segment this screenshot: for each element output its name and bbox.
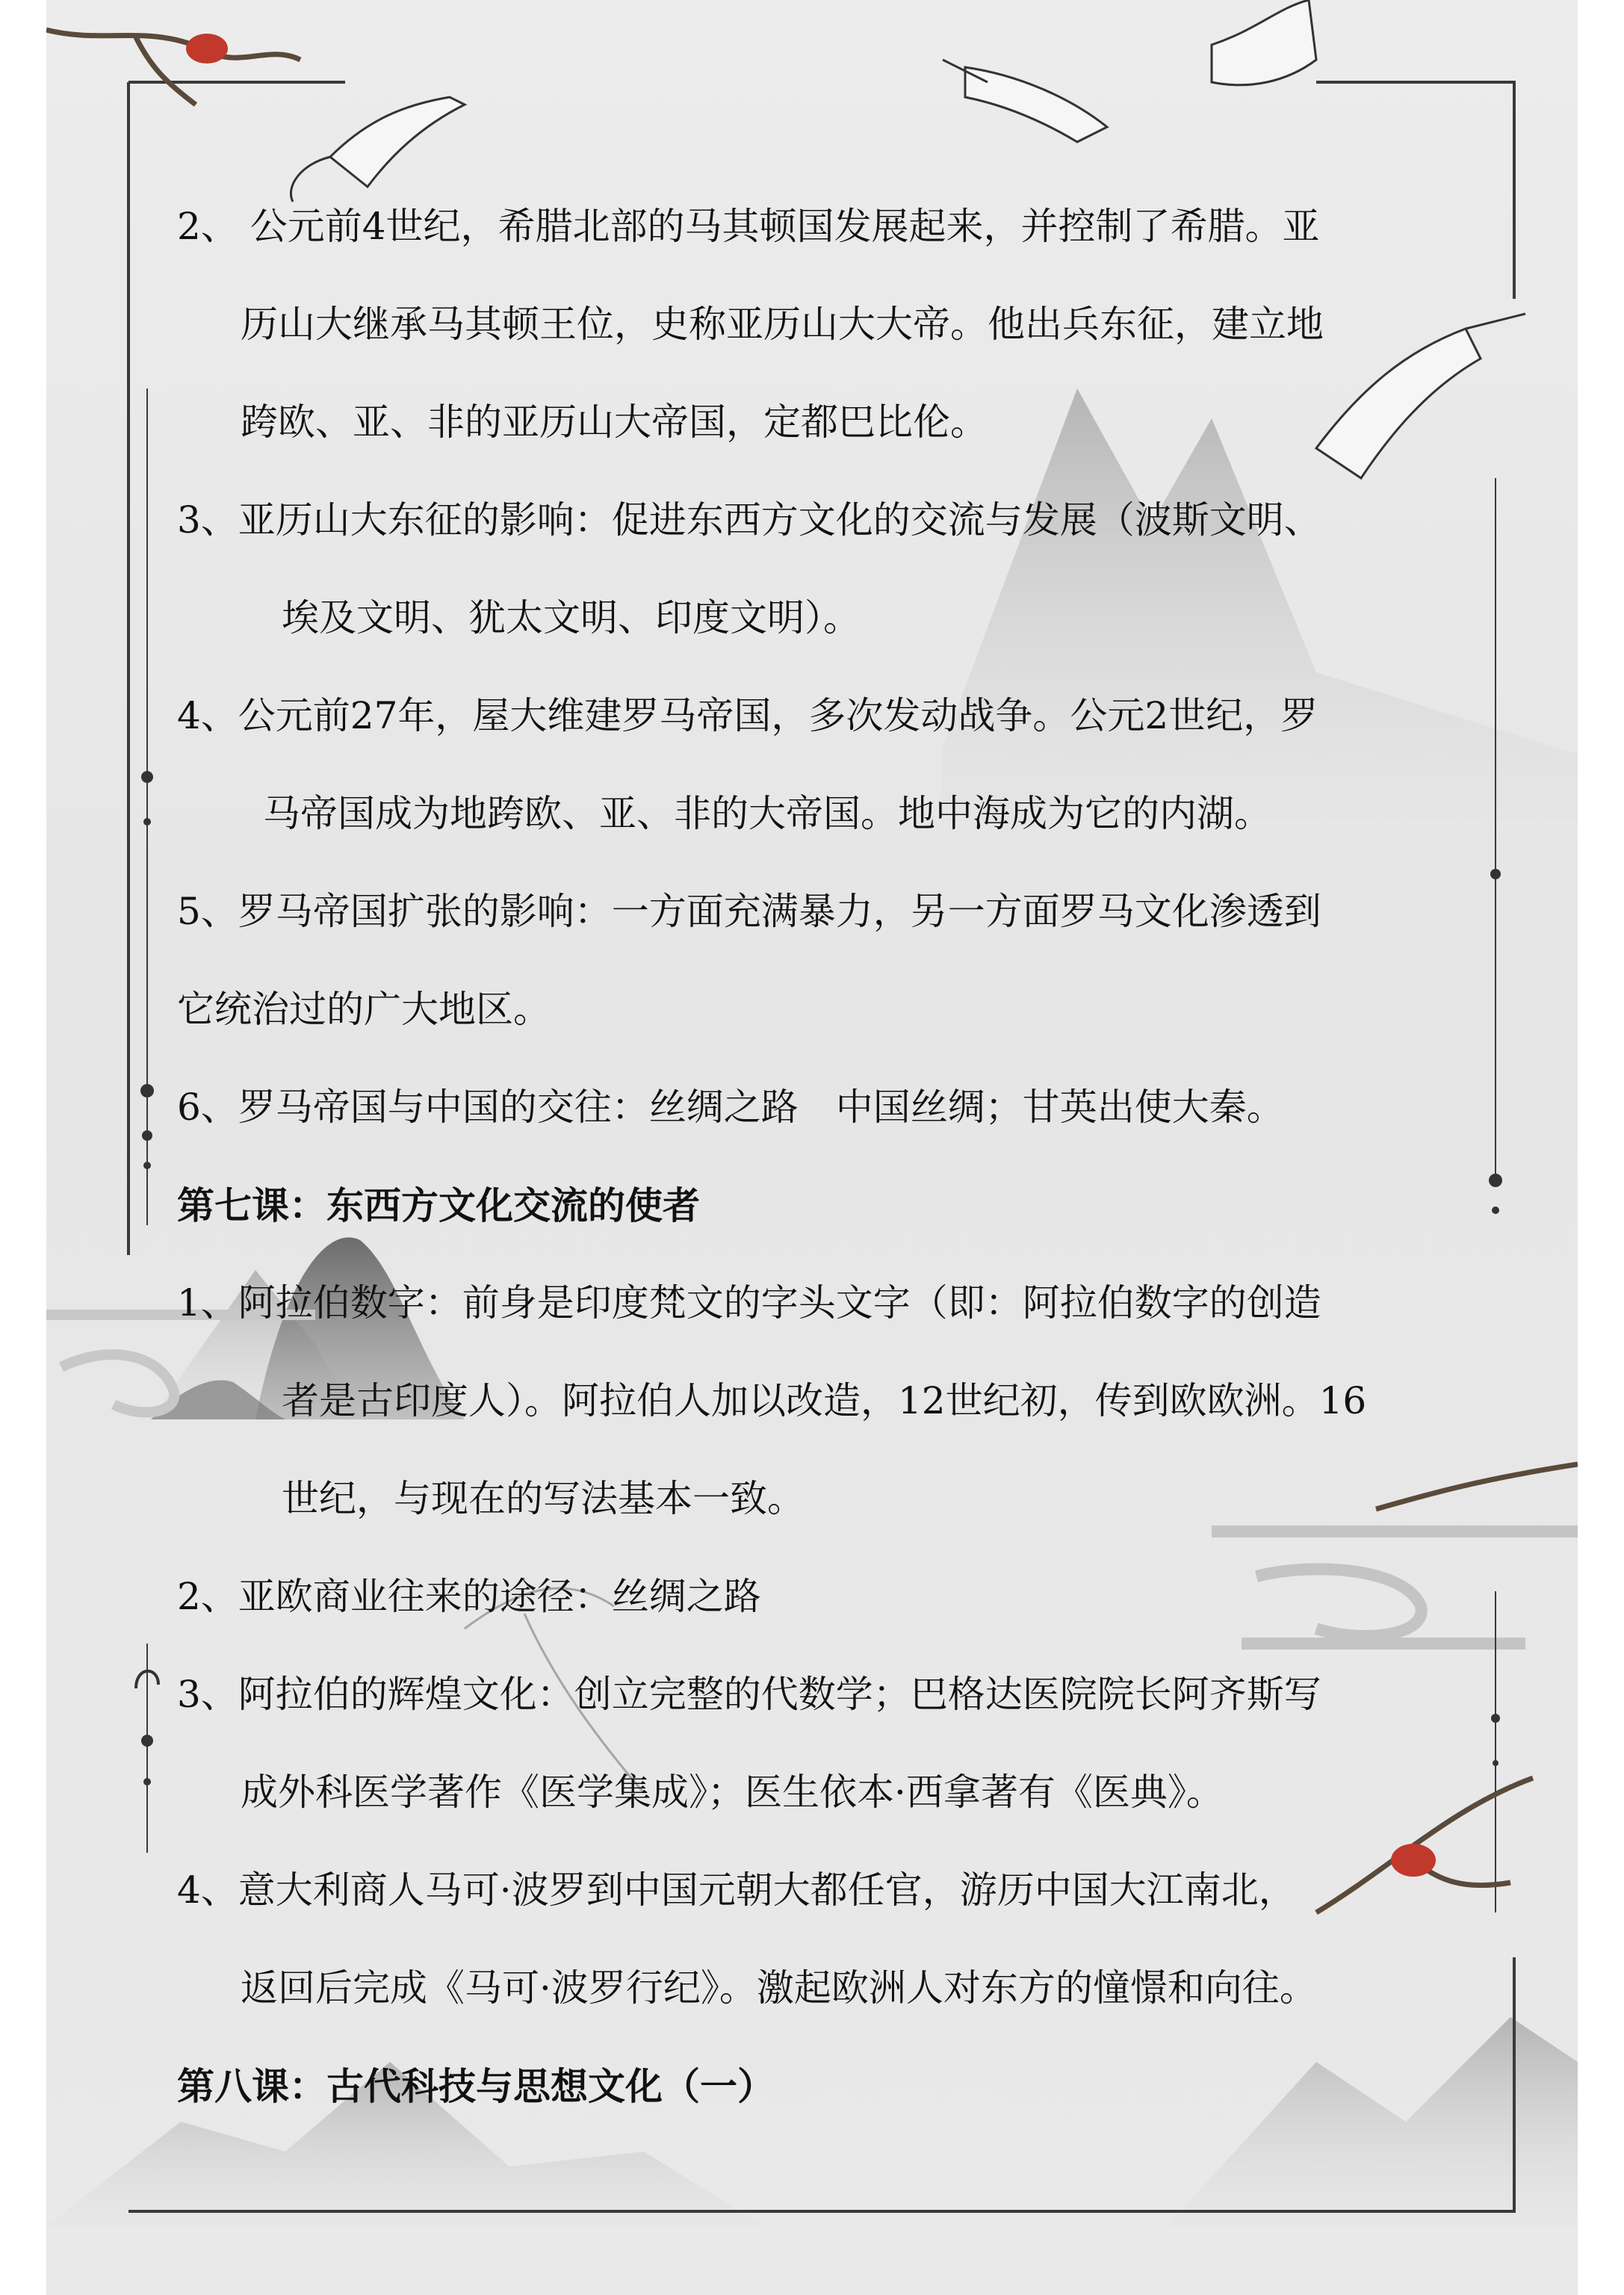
- text-line-10: 6、罗马帝国与中国的交往：丝绸之路 中国丝绸；甘英出使大秦。: [177, 1085, 1284, 1129]
- red-blossom-top-left: [186, 34, 228, 64]
- document-body: [177, 178, 1507, 2135]
- text-line-1: 2、 公元前4世纪，希腊北部的马其顿国发展起来，并控制了希腊。亚: [177, 205, 1320, 248]
- lesson-8-heading: 第八课：古代科技与思想文化（一）: [177, 2064, 775, 2108]
- text-line-8: 5、罗马帝国扩张的影响：一方面充满暴力，另一方面罗马文化渗透到: [177, 890, 1321, 933]
- text-line-12: 1、阿拉伯数字：前身是印度梵文的字头文字（即：阿拉伯数字的创造: [177, 1281, 1321, 1325]
- text-line-14: 世纪，与现在的写法基本一致。: [282, 1477, 805, 1520]
- text-line-18: 4、意大利商人马可·波罗到中国元朝大都任官，游历中国大江南北，: [177, 1868, 1296, 1912]
- lesson-7-heading: 第七课：东西方文化交流的使者: [177, 1183, 700, 1227]
- crane-top-right: [1212, 0, 1316, 85]
- text-line-9: 它统治过的广大地区。: [177, 988, 551, 1031]
- text-line-6: 4、公元前27年，屋大维建罗马帝国，多次发动战争。公元2世纪，罗: [177, 694, 1318, 737]
- text-line-4: 3、亚历山大东征的影响：促进东西方文化的交流与发展（波斯文明、: [177, 498, 1321, 542]
- text-line-15: 2、亚欧商业往来的途径：丝绸之路: [177, 1575, 761, 1618]
- crane-top-center: [943, 60, 1107, 142]
- branch-top-left: [46, 30, 300, 105]
- text-line-17: 成外科医学著作《医学集成》；医生依本·西拿著有《医典》。: [241, 1771, 1224, 1814]
- text-line-5: 埃及文明、犹太文明、印度文明）。: [282, 596, 861, 639]
- text-line-13: 者是古印度人）。阿拉伯人加以改造，12世纪初，传到欧欧洲。16: [282, 1379, 1367, 1422]
- text-line-2: 历山大继承马其顿王位，史称亚历山大大帝。他出兵东征，建立地: [241, 303, 1324, 346]
- text-line-16: 3、阿拉伯的辉煌文化：创立完整的代数学；巴格达医院院长阿齐斯写: [177, 1673, 1321, 1716]
- text-line-7: 马帝国成为地跨欧、亚、非的大帝国。地中海成为它的内湖。: [263, 792, 1271, 835]
- text-line-3: 跨欧、亚、非的亚历山大帝国，定都巴比伦。: [241, 400, 988, 444]
- text-line-19: 返回后完成《马可·波罗行纪》。激起欧洲人对东方的憧憬和向往。: [241, 1966, 1317, 2010]
- page-background: [46, 0, 1578, 2295]
